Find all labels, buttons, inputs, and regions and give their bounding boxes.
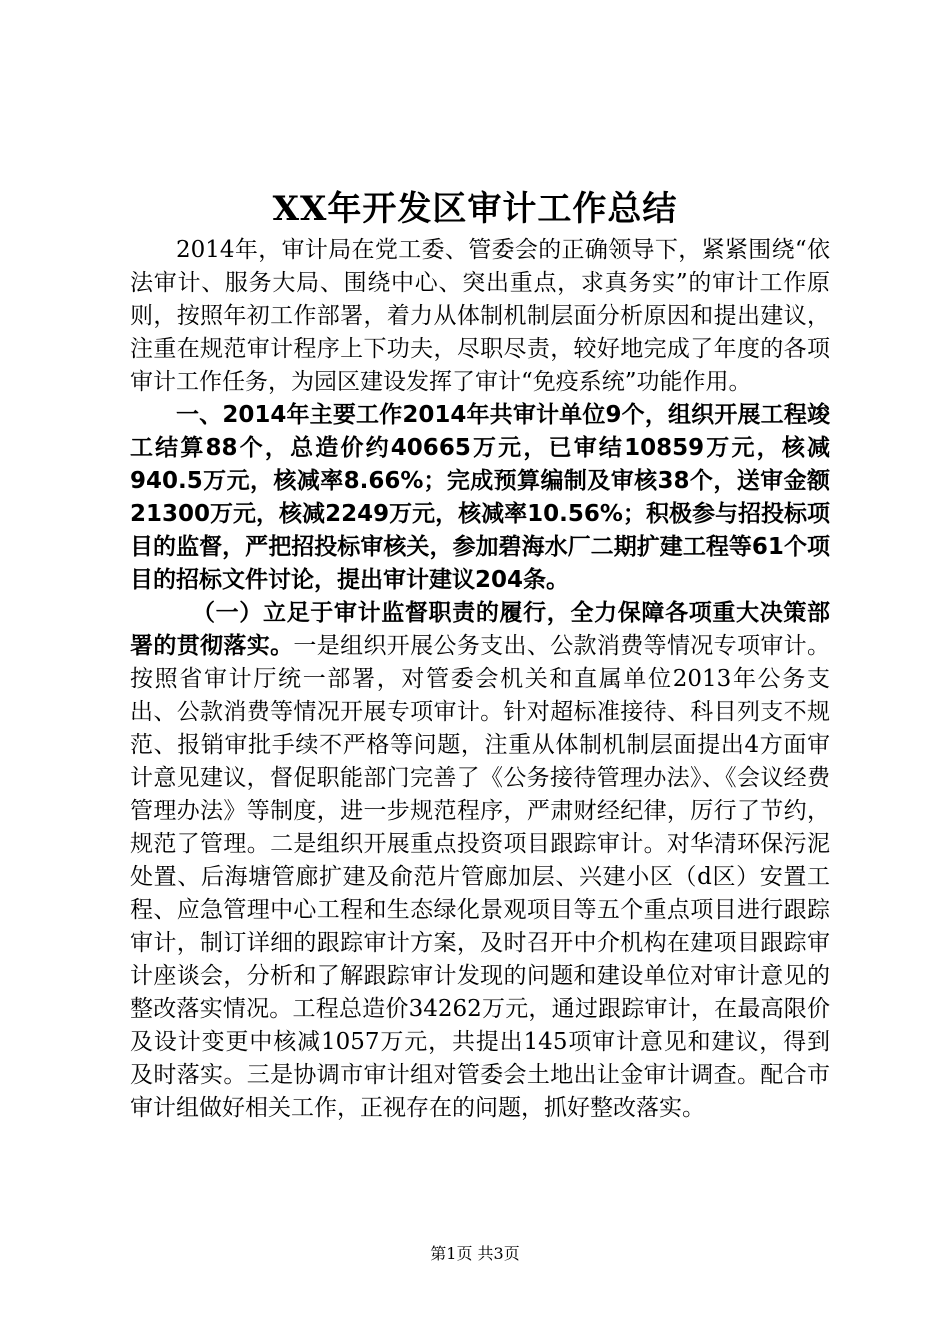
intro-paragraph: 2014年，审计局在党工委、管委会的正确领导下，紧紧围绕“依法审计、服务大局、围绕中心、突出重点，求真务实”的审计工作原则，按照年初工作部署，着力从体制机制层面分析原因和提出建议，注重在规范审计程序上下功夫，尽职尽责，较好地完成了年度的各项审计工作任务，为园区建设发挥了审计“免疫系统”功能作用。 xyxy=(130,237,830,395)
page-footer: 第1页 共3页 xyxy=(430,1244,520,1263)
section-one-text: 一是组织开展公务支出、公款消费等情况专项审计。按照省审计厅统一部署，对管委会机关和直属单位2013年公务支出、公款消费等情况开展专项审计。针对超标准接待、科目列支不规范、报销审批手续不严格等问题，注重从体制机制层面提出4方面审计意见建议，督促职能部门完善了《公务接待管理办法》、《会议经费管理办法》等制度，进一步规范程序，严肃财经纪律，厉行了节约，规范了管理。二是组织开展重点投资项目跟踪审计。对华清环保污泥处置、后海塘管廊扩建及俞范片管廊加层、兴建小区（d区）安置工程、应急管理中心工程和生态绿化景观项目等五个重点项目进行跟踪审计，制订详细的跟踪审计方案，及时召开中介机构在建项目跟踪审计座谈会，分析和了解跟踪审计发现的问题和建设单位对审计意见的整改落实情况。工程总造价34262万元，通过跟踪审计，在最高限价及设计变更中核减1057万元，共提出145项审计意见和建议，得到及时落实。三是协调市审计组对管委会土地出让金审计调查。配合市审计组做好相关工作，正视存在的问题，抓好整改落实。 xyxy=(130,633,831,1121)
section-one-heading: （一）立足于审计监督职责的履行，全力保障各项重大决策部署的贯彻落实。 xyxy=(130,600,830,659)
section-one-paragraph xyxy=(130,597,830,1125)
main-work-paragraph: 一、2014年主要工作2014年共审计单位9个，组织开展工程竣工结算88个，总造价约40665万元，已审结10859万元，核减940.5万元，核减率8.66%；完成预算编制及审核38个，送审金额21300万元，核减2249万元，核减率10.56%；积极参与招投标项目的监督，严把招投标审核关，参加碧海水厂二期扩建工程等61个项目的招标文件讨论，提出审计建议204条。 xyxy=(130,402,830,593)
document-title: XX年开发区审计工作总结 xyxy=(272,189,678,229)
document-body xyxy=(130,234,830,1125)
